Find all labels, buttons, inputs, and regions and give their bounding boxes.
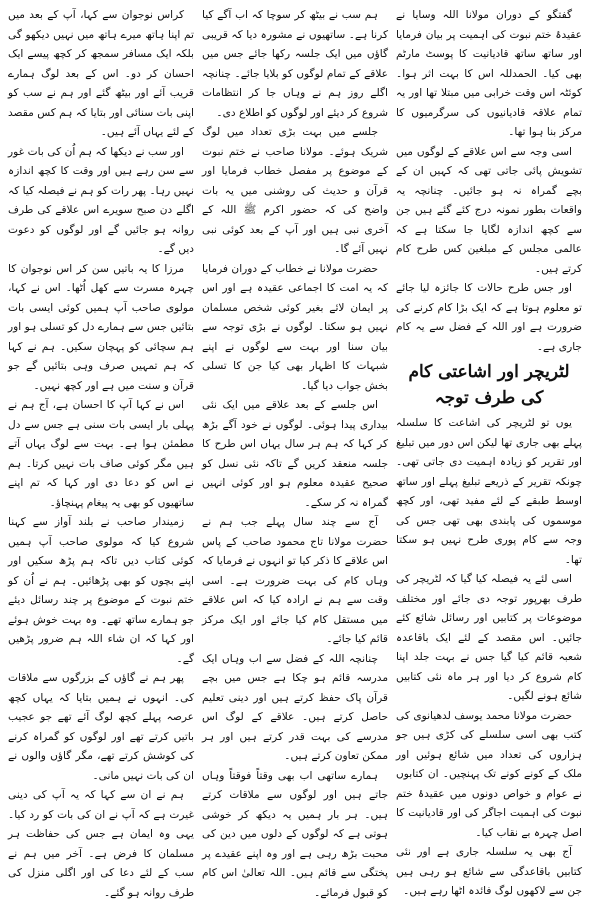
paragraph: گفتگو کے دوران مولانا اللہ وسایا نے عقیدۂ ختم نبوت کی اہمیت پر بیان فرمایا اور ساتھ ساتھ قادیانیت کا پوسٹ مارٹم بھی کیا۔ الحمدللہ اس کا بہت اثر ہوا۔ کوئٹہ اس وقت خرابی میں مبتلا تھا اور یہ تمام علاقہ قادیانیوں کی سرگرمیوں کا مرکز بنا ہوا تھا۔: [396, 6, 582, 143]
paragraph: ہم سب نے بیٹھ کر سوچا کہ اب آگے کیا کرنا ہے۔ ساتھیوں نے مشورہ دیا کہ قریبی گاؤں میں ایک جلسہ رکھا جائے جس میں علاقے کے تمام لوگوں کو بلایا جائے۔ چنانچہ اگلے روز ہم نے وہاں جا کر انتظامات شروع کر دیئے اور لوگوں کو اطلاع دی۔: [202, 6, 388, 123]
paragraph: ہمارے ساتھی اب بھی وقتاً فوقتاً وہاں جاتے ہیں اور لوگوں سے ملاقات کرتے ہیں۔ ہر بار ہمیں یہ دیکھ کر خوشی ہوتی ہے کہ لوگوں کے دلوں میں دین کی محبت بڑھ رہی ہے اور وہ اپنے عقیدے پر پختگی سے قائم ہیں۔ اللہ تعالیٰ اس کام کو قبول فرمائے۔: [202, 767, 388, 903]
paragraph: حضرت مولانا نے خطاب کے دوران فرمایا کہ یہ امت کا اجماعی عقیدہ ہے اور اس پر ایمان لائے بغیر کوئی شخص مسلمان نہیں ہو سکتا۔ لوگوں نے بڑی توجہ سے بیان سنا اور بہت سے لوگوں نے اپنے شبہات کا اظہار بھی کیا جن کا تسلی بخش جواب دیا گیا۔: [202, 260, 388, 397]
paragraph: آج بھی یہ سلسلہ جاری ہے اور نئی کتابیں باقاعدگی سے شائع ہو رہی ہیں جن سے لاکھوں لوگ فائدہ اٹھا رہے ہیں۔: [396, 843, 582, 902]
paragraph: پھر ہم نے گاؤں کے بزرگوں سے ملاقات کی۔ انہوں نے ہمیں بتایا کہ یہاں کچھ عرصہ پہلے کچھ لوگ آئے تھے جو عجیب باتیں کرتے تھے اور لوگوں کو گمراہ کرنے کی کوشش کرتے تھے، مگر گاؤں والوں نے ان کی بات نہیں مانی۔: [8, 669, 194, 786]
paragraph: آج سے چند سال پہلے جب ہم نے حضرت مولانا تاج محمود صاحب کے پاس اس علاقے کا ذکر کیا تو انہوں نے فرمایا کہ وہاں کام کی بہت ضرورت ہے۔ اسی وقت سے ہم نے ارادہ کیا کہ اس علاقے میں مستقل کام کیا جائے اور ایک مرکز قائم کیا جائے۔: [202, 513, 388, 650]
paragraph: اس جلسے کے بعد علاقے میں ایک نئی بیداری پیدا ہوئی۔ لوگوں نے خود آگے بڑھ کر کہا کہ ہم ہر سال یہاں اس طرح کا جلسہ منعقد کریں گے تاکہ نئی نسل کو صحیح عقیدہ معلوم ہو اور کوئی انہیں گمراہ نہ کر سکے۔: [202, 396, 388, 513]
paragraph: یوں تو لٹریچر کی اشاعت کا سلسلہ پہلے بھی جاری تھا لیکن اس دور میں تبلیغ اور تقریر کو زیادہ اہمیت دی جاتی تھی۔ چونکہ تقریر کے ذریعے تبلیغ پہلے اور ساتھ اوسط طبقے کے لئے مفید تھی، اور کچھ موسموں کی پابندی بھی تھی جس کی وجہ سے کام پوری طرح نہیں ہو سکتا تھا۔: [396, 414, 582, 570]
paragraph: جلسے میں بہت بڑی تعداد میں لوگ شریک ہوئے۔ مولانا صاحب نے ختم نبوت کے موضوع پر مفصل خطاب فرمایا اور قرآن و حدیث کی روشنی میں یہ بات واضح کی کہ حضور اکرم ﷺ اللہ کے آخری نبی ہیں اور آپ کے بعد کوئی نبی نہیں آئے گا۔: [202, 123, 388, 260]
column-left: [396, 6, 582, 746]
paragraph: اسی لئے یہ فیصلہ کیا گیا کہ لٹریچر کی طرف بھرپور توجہ دی جائے اور مختلف موضوعات پر کتابیں اور رسائل شائع کئے جائیں۔ اس مقصد کے لئے ایک باقاعدہ شعبہ قائم کیا گیا جس نے بہت جلد اپنا کام شروع کر دیا اور ہر ماہ نئی کتابیں شائع ہونے لگیں۔: [396, 570, 582, 707]
paragraph: ہم نے ان سے کہا کہ یہ آپ کی دینی غیرت ہے کہ آپ نے ان کی بات کو رد کیا۔ یہی وہ ایمان ہے جس کی حفاظت ہر مسلمان کا فرض ہے۔ آخر میں ہم نے سب کے لئے دعا کی اور اگلی منزل کی طرف روانہ ہو گئے۔: [8, 786, 194, 903]
paragraph: اور سب نے دیکھا کہ ہم اُن کی بات غور سے سن رہے ہیں اور وقت کا کچھ اندازہ نہیں رہا۔ پھر رات کو ہم نے فیصلہ کیا کہ اگلے دن صبح سویرے اس علاقے کی طرف روانہ ہو جائیں گے اور لوگوں کو دعوت دیں گے۔: [8, 143, 194, 260]
section-subheading: لٹریچر اور اشاعتی کام کی طرف توجہ: [396, 359, 582, 411]
column-right: [8, 6, 194, 746]
paragraph: حضرت مولانا محمد یوسف لدھیانوی کی کتب بھی اسی سلسلے کی کڑی ہیں جو ہزاروں کی تعداد میں شائع ہوئیں اور ملک کے کونے کونے تک پہنچیں۔ ان کتابوں نے عوام و خواص دونوں میں عقیدۂ ختم نبوت کی اہمیت اجاگر کی اور قادیانیت کا اصل چہرہ بے نقاب کیا۔: [396, 707, 582, 844]
paragraph: کراس نوجوان سے کہا، آپ کے بعد میں تم اپنا ہاتھ میرے ہاتھ میں نہیں دیکھو گی بلکہ ایک مسافر سمجھ کر کچھ پیسے ایک احسان کر دو۔ اس کے بعد لوگ ہمارے قریب آئے اور بیٹھ گئے اور ہم نے سب کو اپنی بات سنائی اور بتایا کہ ہم کس مقصد کے لئے یہاں آئے ہیں۔: [8, 6, 194, 143]
paragraph: اس نے کہا آپ کا احسان ہے، آج ہم نے پہلی بار ایسی بات سنی ہے جس سے دل مطمئن ہوا ہے۔ بہت سے لوگ یہاں آتے ہیں مگر کوئی صاف بات نہیں کرتا۔ ہم نے اس کو دعا دی اور کہا کہ تم اپنے ساتھیوں کو بھی یہ پیغام پہنچاؤ۔: [8, 396, 194, 513]
paragraph: مرزا کا یہ باتیں سن کر اس نوجوان کا چہرہ مسرت سے کھل اُٹھا۔ اس نے کہا، مولوی صاحب آپ ہمیں کوئی ایسی بات بتائیں جس سے ہمارے دل کو تسلی ہو اور ہم سچائی کو پہچان سکیں۔ ہم نے کہا کہ ہم تمہیں صرف وہی بتائیں گے جو قرآن و سنت میں ہے اور کچھ نہیں۔: [8, 260, 194, 397]
paragraph: اسی وجہ سے اس علاقے کے لوگوں میں تشویش پائی جاتی تھی کہ کہیں ان کے بچے گمراہ نہ ہو جائیں۔ چنانچہ یہ واقعات بطور نمونہ درج کئے گئے ہیں جن سے کچھ اندازہ لگایا جا سکتا ہے کہ عالمی مجلس کے مبلغین کس طرح کام کرتے ہیں۔: [396, 143, 582, 280]
paragraph: زمیندار صاحب نے بلند آواز سے کہنا شروع کیا کہ مولوی صاحب آپ ہمیں کوئی کتاب دیں تاکہ ہم پڑھ سکیں اور اپنے بچوں کو بھی پڑھائیں۔ ہم نے اُن کو ختم نبوت کے موضوع پر چند رسائل دیئے جو ہمارے ساتھ تھے۔ وہ بہت خوش ہوئے اور کہا کہ ان شاء اللہ ہم ضرور پڑھیں گے۔: [8, 513, 194, 669]
column-middle: [202, 6, 388, 746]
paragraph: چنانچہ اللہ کے فضل سے اب وہاں ایک مدرسہ قائم ہو چکا ہے جس میں بچے قرآن پاک حفظ کرتے ہیں اور دینی تعلیم حاصل کرتے ہیں۔ علاقے کے لوگ اس مدرسے کی بہت قدر کرتے ہیں اور ہر ممکن تعاون کرتے ہیں۔: [202, 650, 388, 767]
paragraph: اور جس طرح حالات کا جائزہ لیا جائے تو معلوم ہوتا ہے کہ ایک بڑا کام کرنے کی ضرورت ہے اور اللہ کے فضل سے یہ کام جاری ہے۔: [396, 279, 582, 357]
